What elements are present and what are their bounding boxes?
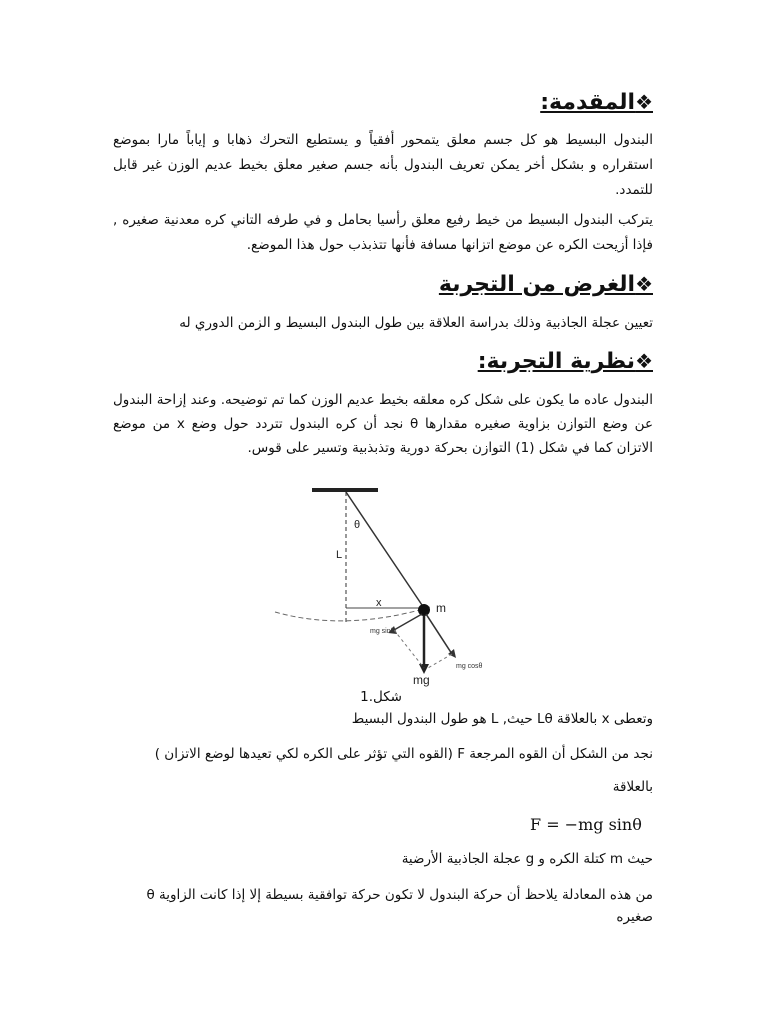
helper-line-2	[428, 654, 452, 668]
x-label: x	[376, 597, 382, 609]
intro-paragraph-1: البندول البسيط هو كل جسم معلق يتمحور أفقياً و يستطيع التحرك ذهابا و إياباً مارا بموضع استقراره و بشكل أخر يمكن تعريف البندول بأنه جسم صغير معلق بخيط عديم الوزن غير قابل للتمدد.	[113, 132, 653, 198]
mg-label: mg	[413, 673, 430, 687]
theory-title: نظرية التجربة:	[477, 349, 636, 374]
mg-cos-label: mg cosθ	[456, 663, 483, 670]
figure-caption: شكل.1	[360, 689, 402, 705]
theta-label: θ	[354, 519, 361, 531]
relation-word: بالعلاقة	[612, 779, 653, 795]
relation-line: وتعطى x بالعلاقة Lθ حيث, L هو طول البندول البسيط	[351, 711, 653, 727]
mg-sin-arrow	[394, 614, 422, 630]
diamond-bullet-icon: ❖	[635, 90, 653, 114]
purpose-title: الغرض من التجربة	[438, 272, 636, 297]
conclusion-line: من هذه المعادلة يلاحظ أن حركة البندول لا تكون حركة توافقية بسيطة إلا إذا كانت الزاوية θ	[146, 887, 653, 903]
purpose-text: تعيين عجلة الجاذبية وذلك بدراسة العلاقة بين طول البندول البسيط و الزمن الدوري له	[179, 315, 653, 331]
pendulum-bob	[418, 604, 430, 616]
intro-paragraph-2: يتركب البندول البسيط من خيط رفيع معلق رأسيا بحامل و في طرفه التاني كره معدنية صغيره , فإذا أزيحت الكره عن موضع اتزانها مسافة فأنها تتذبذب حول هذا الموضع.	[113, 212, 653, 253]
ceiling-support	[312, 488, 378, 492]
restoring-force-line: نجد من الشكل أن القوه المرجعة F (القوه التي تؤثر على الكره لكي تعيدها لوضع الاتزان )	[154, 746, 653, 762]
helper-line-1	[394, 630, 424, 668]
length-label: L	[336, 549, 343, 561]
swing-arc	[275, 607, 430, 621]
theory-heading	[478, 347, 653, 376]
force-formula: F = −mg sinθ	[530, 815, 642, 834]
variables-line: حيث m كتلة الكره و g عجلة الجاذبية الأرضية	[401, 851, 653, 867]
purpose-heading	[439, 270, 653, 299]
conclusion-line-2: صغيره	[616, 909, 653, 925]
intro-title: المقدمة:	[540, 90, 636, 115]
mg-cos-arrow	[426, 614, 452, 654]
intro-heading	[540, 88, 653, 117]
pendulum-string	[346, 492, 424, 608]
pendulum-figure	[270, 482, 520, 692]
mass-label: m	[436, 601, 446, 615]
theory-paragraph: البندول عاده ما يكون على شكل كره معلقه بخيط عديم الوزن كما تم توضيحه. وعند إزاحة البندول عن وضع التوازن بزاوية صغيره مقدارها θ نجد أن كره البندول تتردد حول وضع x من موضع الاتزان كما في شكل (1) التوازن بحركة دورية وتذبذبية وتسير على قوس.	[113, 392, 654, 456]
diamond-bullet-icon: ❖	[635, 272, 653, 296]
mg-sin-label: mg sinθ	[370, 628, 395, 635]
diamond-bullet-icon: ❖	[635, 349, 653, 373]
